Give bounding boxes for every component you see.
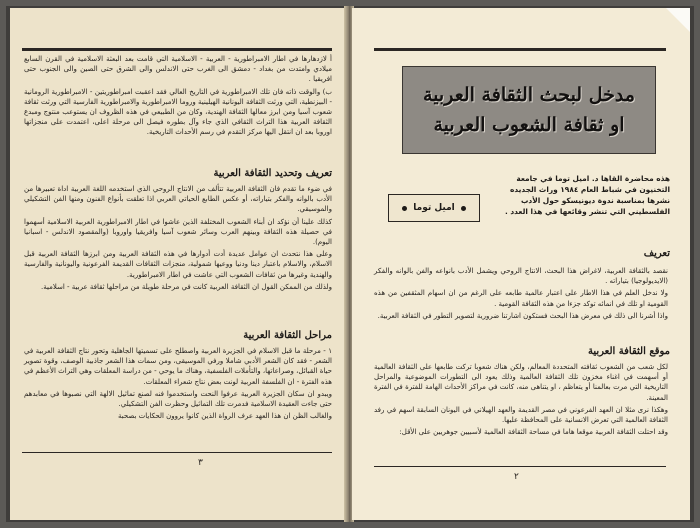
paragraph: ويبدو ان سكان الجزيرة العربية عرفوا النحت واستخدموا فنه لصنع تماثيل الالهة التي نصبوها في معابدهم حتى جاءت العقيدة الاسلامية فدمرت تلك التماثيل وحظرت الفن التشكيلي. (24, 389, 332, 409)
paragraph: ولا ندخل العلم في هذا الاطار على اعتبار عالمية طابعه على الرغم من ان اسهام المثقفين من هذه القومية او تلك في انمائه توكد جزءا من هذه الثقافة القومية . (374, 289, 668, 308)
bullet-icon (402, 206, 407, 211)
left-section1-text (24, 184, 332, 294)
right-page (352, 8, 690, 520)
top-rule (374, 48, 666, 51)
left-page (10, 8, 346, 520)
author-box (388, 194, 480, 222)
left-top-text (24, 54, 332, 140)
bullet-icon (461, 206, 466, 211)
paragraph: وهكذا نرى مثلا ان العهد الفرعوني في مصر القديمة والعهد الهيلاني في اليونان السابقة اسهم في رفد الثقافة العالمية التي تعرض الانسانية على المحافظة عليها. (374, 405, 668, 425)
top-rule (22, 48, 332, 51)
paragraph: كذلك علينا أن نؤكد ان أبناء الشعوب المختلفة الذين عاشوا في اطار الامبراطورية العربية الاسلامية أسهموا في حصيلة هذه الثقافة وبينهم العرب وسائر شعوب آسيا وافريقيا واوروبا (والمقصود الاندلس - اسبانيا اليوم). (24, 217, 332, 247)
paragraph: وقد احتلت الثقافة العربية موقعا هاما في مساحة الثقافة العالمية لأسبيين جوهريين على الأقل: (399, 428, 668, 437)
page-number: ٢ (514, 472, 519, 482)
article-title-line-1: مدخل لبحث الثقافة العربية (423, 84, 635, 106)
paragraph: واذا أشرنا الى ذلك في معرض هذا البحث فستكون اشارتنا ضرورية لتصوير التطور في الثقافة العربية. (377, 311, 668, 320)
paragraph: أ لازدهارها في اطار الامبراطورية - العربية - الاسلامية التي قامت بعد البعثة الاسلامية في القرن السابع ميلادي وامتدت من بغداد - دمشق الى الغرب حتى الاندلس والى الشرق حتى الصين والى الجنوب حتى افريقيا . (24, 55, 332, 84)
page-number: ٣ (198, 458, 203, 468)
paragraph: وعلى هذا نتحدث ان عوامل عديدة أدت أدوارها في هذه الثقافة العربية ومن ابرزها الثقافة العربية قبل الاسلام، والاسلام باعتبار دينا ودنيا ووعيها شمولية، منجزات الثقافات القديمة الفرعونية واليونانية والفارسية والهندية وغيرها من ثقافات الشعوب التي عاشت في اطار الامبراطورية. (24, 250, 332, 279)
intro-note: هذه محاضرة القاها د. اميل توما في جامعة التخنيون في شباط العام ١٩٨٤ وراث الجديده نشرها بمناسبة ندوة ديونيسكو حول الأدب الفلسطيني التي تنشر وقائعها في هذا العدد . (504, 174, 670, 216)
paragraph: في ضوء ما تقدم فان الثقافة العربية تتألف من الانتاج الروحي الذي استخدمه اللغة العربية اداة تعبيرها من الأدب بالوانه والفكر بتياراته، أو عكس الطابع الحياتي العربي اذا تعلقت بأنواع الفنون ومنها الفن التشكيلي والموسيقي. (24, 185, 332, 214)
section-heading-stages: مراحل الثقافة العربية (243, 330, 332, 341)
left-section2-text (24, 346, 332, 423)
paragraph: لكل شعب من الشعوب ثقافته المتحددة المعالم، ولكن هناك شعوبا تركت طابعها على الثقافة العالمية أو أسهمت في اغناء مخزون تلك الثقافة العالمية وذلك يعود الى التطورات الموضوعية والمراحل التاريخية التي مرت بعالمنا أو يتعاظم ، او يتناهى منه، كانت في مراكز الأحداث الهامة للفترة في الفترة المعينة. (374, 363, 668, 402)
title-box (402, 66, 656, 154)
author-name: اميل توما (413, 203, 455, 213)
paragraph: ١ - مرحلة ما قبل الاسلام في الجزيرة العربية واصطلح على تسميتها الجاهلية وتحور نتاج الثقافة العربية في الشعر - فقد كان الشعر الأدبي شاملا ورفي الموسيقى، ومن سمات هذا الشعر جاذبية الوصف، وقوة تصوير حياة القبائل، وصراعاتها، والتأملات الفلسفية، وهناك ما يوحي - من دراسة المعلقات وهي التراث الأعظم في هذه الفترة - ان الفلسفة العربية لونت بعض نتاج شعراء المعلقات. (24, 347, 332, 386)
paragraph: ب) والوقت ذاته فان تلك الامبراطورية في التاريخ العالي فقد اعقبت امبراطوريتين - الامبراطورية الرومانية - البيزنطية، التي ورثت الثقافة اليونانية الهيلينية وروما الامبراطورية والامبراطورية الفارسية التي ورثت ثقافة شعوب آسيا ومن ابرز معالها الثقافة الهندية، وكان من الطبيعي في هذه الظروف ان يستوعب منتوج ومبدع الثقافة العربية هذا التراث الثقافي الذي جاء وآل بطوره فيصل الى مرحلة اعلى، اعتمدت على منجزاتها اوروبا بعد ان انتقل اليها مركز التقدم في رسم الأحداث التاريخية. (24, 87, 332, 137)
paragraph: نقصد بالثقافة العربية، لاغراض هذا البحث، الانتاج الروحي ويشمل الأدب بانواعه والفن بالوانه والفكر (الايديولوجيا) بتياراته . (374, 267, 668, 286)
right-position-text (374, 362, 668, 439)
right-definition-text (374, 266, 668, 323)
section-heading-position: موقع الثقافة العربية (587, 346, 670, 357)
book-spread (6, 6, 694, 522)
paragraph: والغالب الظن ان هذا العهد عرف الرواة الذين كانوا يروون الحكايات بصحبة (118, 412, 332, 421)
bottom-rule (374, 466, 666, 467)
section-heading-definition: تعريف (643, 248, 670, 259)
bottom-rule (22, 452, 332, 453)
section-heading-definition: تعريف وتحديد الثقافة العربية (213, 168, 332, 179)
paragraph: ولذلك من الممكن القول ان الثقافة العربية كانت في مرحلة طويلة من مراحلها ثقافة عربية - اسلامية. (40, 282, 332, 291)
article-title-line-2: او ثقافة الشعوب العربية (433, 114, 625, 136)
